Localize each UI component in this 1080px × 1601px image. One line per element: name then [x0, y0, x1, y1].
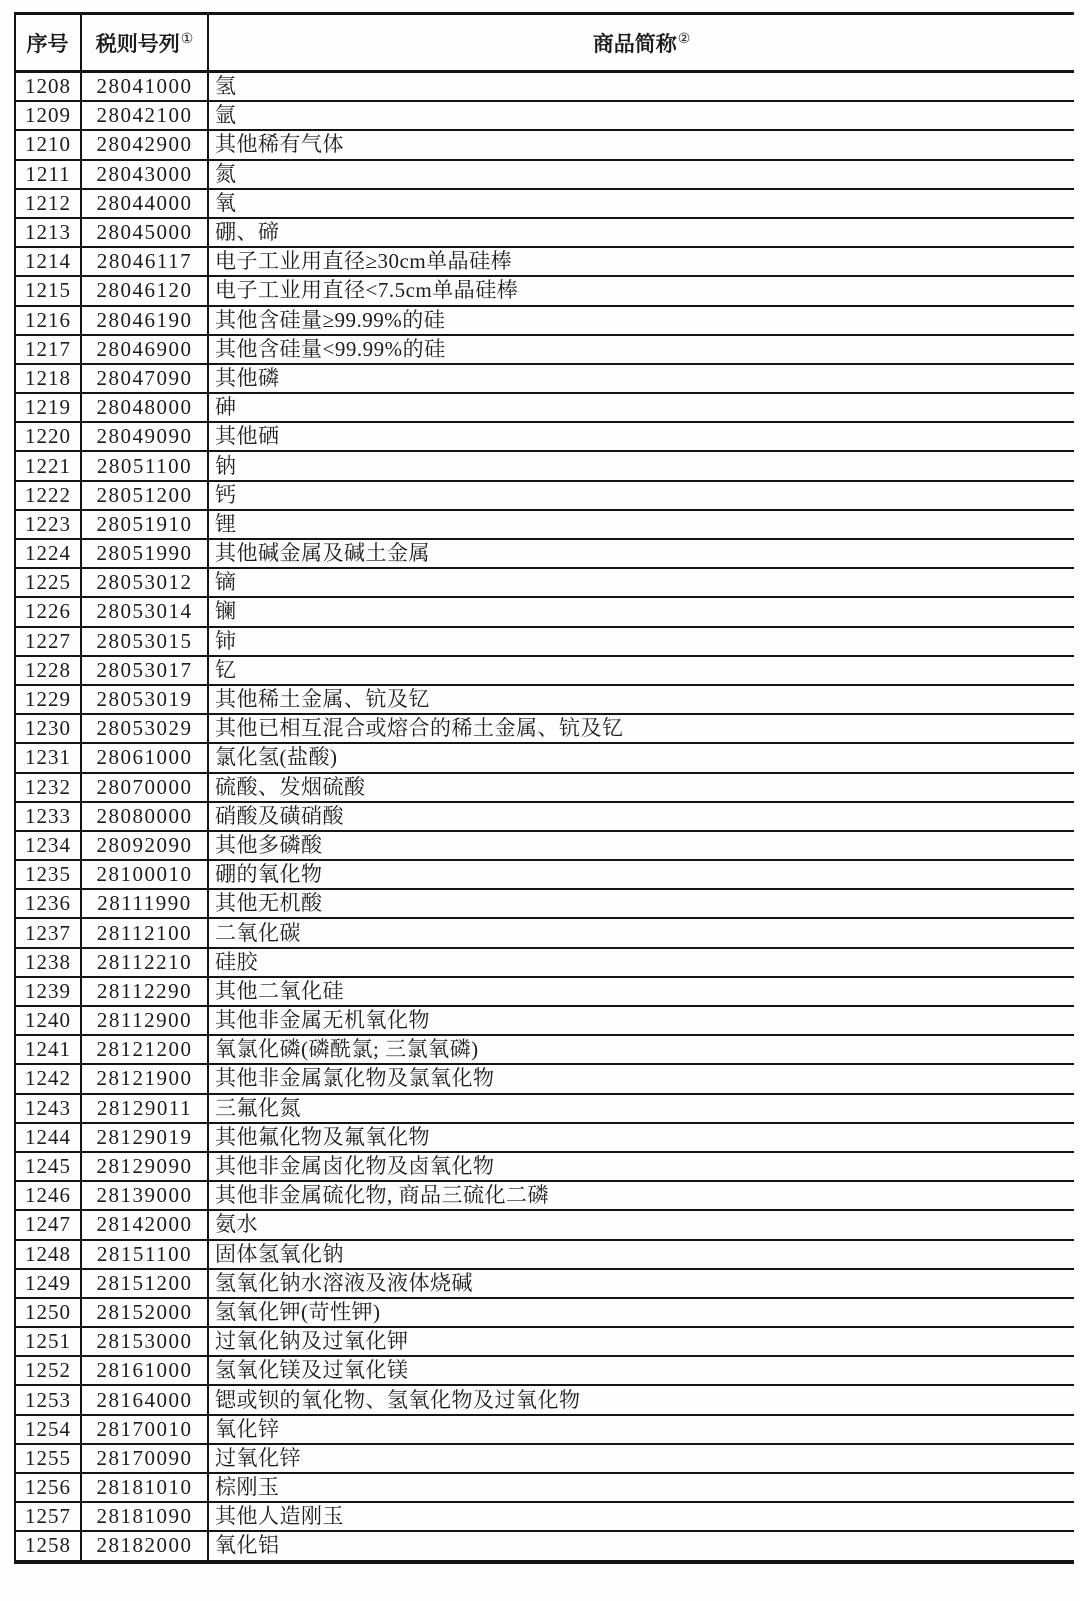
code-cell: 28047090: [81, 364, 208, 393]
serial-cell: 1211: [15, 160, 81, 189]
code-cell: 28053019: [81, 685, 208, 714]
name-cell: 氧: [208, 189, 1074, 218]
name-cell: 氢氧化镁及过氧化镁: [208, 1356, 1074, 1385]
code-cell: 28182000: [81, 1531, 208, 1561]
table-row: [15, 802, 1074, 831]
table-row: [15, 1064, 1074, 1093]
serial-cell: 1244: [15, 1123, 81, 1152]
table-row: [15, 1181, 1074, 1210]
table-row: [15, 1035, 1074, 1064]
table-row: [15, 743, 1074, 772]
table-body: [15, 72, 1074, 1562]
table-row: [15, 510, 1074, 539]
code-cell: 28070000: [81, 773, 208, 802]
name-cell: 其他非金属卤化物及卤氧化物: [208, 1152, 1074, 1181]
serial-cell: 1258: [15, 1531, 81, 1561]
name-cell: 二氧化碳: [208, 918, 1074, 947]
serial-cell: 1219: [15, 393, 81, 422]
name-cell: 电子工业用直径<7.5cm单晶硅棒: [208, 276, 1074, 305]
table-row: [15, 1473, 1074, 1502]
name-cell: 硼、碲: [208, 218, 1074, 247]
table-row: [15, 948, 1074, 977]
code-cell: 28121200: [81, 1035, 208, 1064]
table-row: [15, 1240, 1074, 1269]
name-cell: 其他无机酸: [208, 889, 1074, 918]
table-row: [15, 539, 1074, 568]
serial-cell: 1223: [15, 510, 81, 539]
serial-cell: 1242: [15, 1064, 81, 1093]
serial-cell: 1234: [15, 831, 81, 860]
serial-cell: 1214: [15, 247, 81, 276]
table-row: [15, 977, 1074, 1006]
column-header-tariff-code-label: 税则号列: [95, 31, 180, 56]
code-cell: 28041000: [81, 72, 208, 102]
name-cell: 棕刚玉: [208, 1473, 1074, 1502]
code-cell: 28112900: [81, 1006, 208, 1035]
serial-cell: 1248: [15, 1240, 81, 1269]
code-cell: 28053029: [81, 714, 208, 743]
table-row: [15, 422, 1074, 451]
table-row: [15, 1006, 1074, 1035]
code-cell: 28151100: [81, 1240, 208, 1269]
name-cell: 其他非金属无机氧化物: [208, 1006, 1074, 1035]
name-cell: 电子工业用直径≥30cm单晶硅棒: [208, 247, 1074, 276]
name-cell: 硅胶: [208, 948, 1074, 977]
name-cell: 钠: [208, 451, 1074, 480]
code-cell: 28051990: [81, 539, 208, 568]
table-row: [15, 831, 1074, 860]
serial-cell: 1228: [15, 656, 81, 685]
table-row: [15, 393, 1074, 422]
table-row: [15, 1327, 1074, 1356]
code-cell: 28100010: [81, 860, 208, 889]
code-cell: 28181010: [81, 1473, 208, 1502]
table-header: [15, 14, 1074, 72]
serial-cell: 1229: [15, 685, 81, 714]
name-cell: 其他含硅量≥99.99%的硅: [208, 306, 1074, 335]
table-row: [15, 685, 1074, 714]
serial-cell: 1210: [15, 130, 81, 159]
serial-cell: 1254: [15, 1415, 81, 1444]
serial-cell: 1226: [15, 597, 81, 626]
code-cell: 28053015: [81, 627, 208, 656]
code-cell: 28142000: [81, 1210, 208, 1239]
table-row: [15, 773, 1074, 802]
code-cell: 28043000: [81, 160, 208, 189]
name-cell: 其他非金属氯化物及氯氧化物: [208, 1064, 1074, 1093]
table-row: [15, 1356, 1074, 1385]
table-row: [15, 247, 1074, 276]
serial-cell: 1221: [15, 451, 81, 480]
name-cell: 过氧化钠及过氧化钾: [208, 1327, 1074, 1356]
code-cell: 28112290: [81, 977, 208, 1006]
table-row: [15, 889, 1074, 918]
column-header-tariff-code: [81, 14, 208, 72]
name-cell: 钇: [208, 656, 1074, 685]
serial-cell: 1251: [15, 1327, 81, 1356]
code-cell: 28121900: [81, 1064, 208, 1093]
name-cell: 其他非金属硫化物, 商品三硫化二磷: [208, 1181, 1074, 1210]
serial-cell: 1209: [15, 101, 81, 130]
table-row: [15, 335, 1074, 364]
column-header-serial: [15, 14, 81, 72]
serial-cell: 1249: [15, 1269, 81, 1298]
code-cell: 28049090: [81, 422, 208, 451]
code-cell: 28051100: [81, 451, 208, 480]
column-header-tariff-code-superscript: ①: [180, 31, 194, 47]
tariff-table: [14, 12, 1074, 1564]
name-cell: 硝酸及磺硝酸: [208, 802, 1074, 831]
name-cell: 氮: [208, 160, 1074, 189]
table-row: [15, 218, 1074, 247]
serial-cell: 1236: [15, 889, 81, 918]
serial-cell: 1208: [15, 72, 81, 102]
code-cell: 28048000: [81, 393, 208, 422]
table-row: [15, 189, 1074, 218]
serial-cell: 1213: [15, 218, 81, 247]
table-row: [15, 714, 1074, 743]
name-cell: 其他二氧化硅: [208, 977, 1074, 1006]
code-cell: 28129090: [81, 1152, 208, 1181]
code-cell: 28170090: [81, 1444, 208, 1473]
code-cell: 28045000: [81, 218, 208, 247]
serial-cell: 1224: [15, 539, 81, 568]
serial-cell: 1232: [15, 773, 81, 802]
table-row: [15, 1123, 1074, 1152]
name-cell: 锂: [208, 510, 1074, 539]
code-cell: 28051200: [81, 481, 208, 510]
code-cell: 28129011: [81, 1094, 208, 1123]
code-cell: 28139000: [81, 1181, 208, 1210]
table-row: [15, 130, 1074, 159]
column-header-product-name-superscript: ②: [677, 31, 691, 47]
serial-cell: 1237: [15, 918, 81, 947]
serial-cell: 1227: [15, 627, 81, 656]
code-cell: 28129019: [81, 1123, 208, 1152]
name-cell: 过氧化锌: [208, 1444, 1074, 1473]
table-row: [15, 1298, 1074, 1327]
name-cell: 氧氯化磷(磷酰氯; 三氯氧磷): [208, 1035, 1074, 1064]
name-cell: 氯化氢(盐酸): [208, 743, 1074, 772]
column-header-product-name-label: 商品简称: [592, 31, 677, 56]
name-cell: 氨水: [208, 1210, 1074, 1239]
code-cell: 28053012: [81, 568, 208, 597]
code-cell: 28152000: [81, 1298, 208, 1327]
name-cell: 其他人造刚玉: [208, 1502, 1074, 1531]
name-cell: 铈: [208, 627, 1074, 656]
serial-cell: 1250: [15, 1298, 81, 1327]
code-cell: 28181090: [81, 1502, 208, 1531]
serial-cell: 1230: [15, 714, 81, 743]
serial-cell: 1215: [15, 276, 81, 305]
serial-cell: 1238: [15, 948, 81, 977]
serial-cell: 1255: [15, 1444, 81, 1473]
name-cell: 锶或钡的氧化物、氢氧化物及过氧化物: [208, 1385, 1074, 1414]
name-cell: 硼的氧化物: [208, 860, 1074, 889]
code-cell: 28046190: [81, 306, 208, 335]
table-row: [15, 306, 1074, 335]
name-cell: 氢氧化钾(苛性钾): [208, 1298, 1074, 1327]
code-cell: 28112100: [81, 918, 208, 947]
serial-cell: 1256: [15, 1473, 81, 1502]
table-row: [15, 1152, 1074, 1181]
serial-cell: 1218: [15, 364, 81, 393]
table-row: [15, 627, 1074, 656]
code-cell: 28051910: [81, 510, 208, 539]
name-cell: 硫酸、发烟硫酸: [208, 773, 1074, 802]
code-cell: 28042900: [81, 130, 208, 159]
code-cell: 28053014: [81, 597, 208, 626]
name-cell: 其他氟化物及氟氧化物: [208, 1123, 1074, 1152]
table-row: [15, 1094, 1074, 1123]
code-cell: 28046900: [81, 335, 208, 364]
name-cell: 氢: [208, 72, 1074, 102]
serial-cell: 1231: [15, 743, 81, 772]
table-row: [15, 481, 1074, 510]
table-row: [15, 1415, 1074, 1444]
table-row: [15, 1210, 1074, 1239]
serial-cell: 1217: [15, 335, 81, 364]
table-row: [15, 1269, 1074, 1298]
table-row: [15, 1444, 1074, 1473]
code-cell: 28161000: [81, 1356, 208, 1385]
table-row: [15, 568, 1074, 597]
table-row: [15, 276, 1074, 305]
header-row: [15, 14, 1074, 72]
name-cell: 其他稀有气体: [208, 130, 1074, 159]
code-cell: 28044000: [81, 189, 208, 218]
serial-cell: 1257: [15, 1502, 81, 1531]
serial-cell: 1222: [15, 481, 81, 510]
code-cell: 28112210: [81, 948, 208, 977]
code-cell: 28092090: [81, 831, 208, 860]
serial-cell: 1239: [15, 977, 81, 1006]
name-cell: 氧化铝: [208, 1531, 1074, 1561]
table-row: [15, 860, 1074, 889]
table-row: [15, 160, 1074, 189]
table-row: [15, 451, 1074, 480]
name-cell: 砷: [208, 393, 1074, 422]
serial-cell: 1220: [15, 422, 81, 451]
column-header-product-name: [208, 14, 1074, 72]
serial-cell: 1246: [15, 1181, 81, 1210]
table-row: [15, 364, 1074, 393]
code-cell: 28151200: [81, 1269, 208, 1298]
code-cell: 28053017: [81, 656, 208, 685]
code-cell: 28061000: [81, 743, 208, 772]
serial-cell: 1247: [15, 1210, 81, 1239]
table-row: [15, 597, 1074, 626]
serial-cell: 1252: [15, 1356, 81, 1385]
code-cell: 28153000: [81, 1327, 208, 1356]
table-row: [15, 656, 1074, 685]
serial-cell: 1240: [15, 1006, 81, 1035]
table-row: [15, 918, 1074, 947]
code-cell: 28046120: [81, 276, 208, 305]
code-cell: 28164000: [81, 1385, 208, 1414]
name-cell: 其他碱金属及碱土金属: [208, 539, 1074, 568]
serial-cell: 1225: [15, 568, 81, 597]
table-row: [15, 1531, 1074, 1561]
table-row: [15, 1502, 1074, 1531]
serial-cell: 1245: [15, 1152, 81, 1181]
name-cell: 镝: [208, 568, 1074, 597]
serial-cell: 1216: [15, 306, 81, 335]
table-row: [15, 1385, 1074, 1414]
name-cell: 其他含硅量<99.99%的硅: [208, 335, 1074, 364]
serial-cell: 1243: [15, 1094, 81, 1123]
column-header-serial-label: 序号: [26, 31, 69, 56]
table-row: [15, 72, 1074, 102]
name-cell: 氢氧化钠水溶液及液体烧碱: [208, 1269, 1074, 1298]
name-cell: 固体氢氧化钠: [208, 1240, 1074, 1269]
serial-cell: 1212: [15, 189, 81, 218]
serial-cell: 1253: [15, 1385, 81, 1414]
serial-cell: 1235: [15, 860, 81, 889]
name-cell: 三氟化氮: [208, 1094, 1074, 1123]
code-cell: 28080000: [81, 802, 208, 831]
name-cell: 钙: [208, 481, 1074, 510]
serial-cell: 1233: [15, 802, 81, 831]
name-cell: 其他已相互混合或熔合的稀土金属、钪及钇: [208, 714, 1074, 743]
name-cell: 其他硒: [208, 422, 1074, 451]
name-cell: 氩: [208, 101, 1074, 130]
serial-cell: 1241: [15, 1035, 81, 1064]
code-cell: 28170010: [81, 1415, 208, 1444]
code-cell: 28042100: [81, 101, 208, 130]
name-cell: 镧: [208, 597, 1074, 626]
name-cell: 其他稀土金属、钪及钇: [208, 685, 1074, 714]
name-cell: 氧化锌: [208, 1415, 1074, 1444]
code-cell: 28046117: [81, 247, 208, 276]
table-row: [15, 101, 1074, 130]
name-cell: 其他磷: [208, 364, 1074, 393]
code-cell: 28111990: [81, 889, 208, 918]
name-cell: 其他多磷酸: [208, 831, 1074, 860]
